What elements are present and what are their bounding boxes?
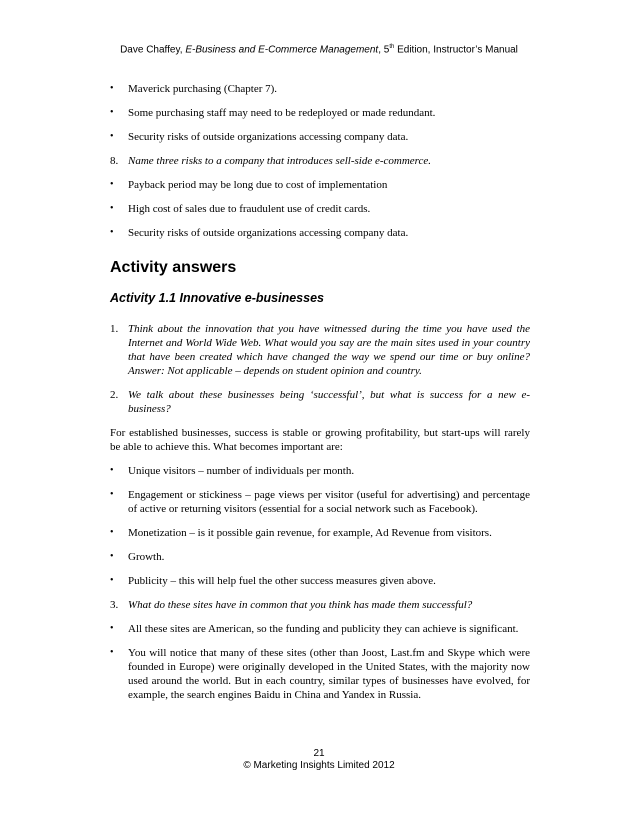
list-item: • High cost of sales due to fraudulent use of credit cards. [110,203,371,215]
list-item: • Maverick purchasing (Chapter 7). [110,83,278,95]
bullet-glyph: • [110,647,114,658]
list-item: • You will notice that many of these sites (other than Joost, Last.fm and Skype which were founded in Europe) were originally developed in the United States, with the majority now used around the world. But in each country, similar types of businesses have evolved, for example, the search engines Baidu in China and Yandex in Russia. [110,647,530,701]
header-prefix: Dave Chaffey, [120,44,186,56]
bullet-glyph: • [110,527,114,538]
page-number: 21 [313,748,325,759]
page-content [110,82,530,712]
list-item: • Unique visitors – number of individuals per month. [110,465,355,477]
header-edition-sup: th [389,44,395,50]
bullet-glyph: • [110,489,114,500]
running-header [0,44,638,55]
activity-heading: Activity 1.1 Innovative e-businesses [110,291,324,305]
list-item: • Payback period may be long due to cost of implementation [110,179,388,191]
page-footer [0,748,638,772]
bullet-glyph: • [110,465,114,476]
list-item: • Engagement or stickiness – page views per visitor (useful for advertising) and percentage of active or returning visitors (essential for a social network such as Facebook). [110,489,530,515]
question-2: 2. We talk about these businesses being ‘successful’, but what is success for a new e-business? [110,389,530,415]
copyright-notice: © Marketing Insights Limited 2012 [243,760,395,771]
bullet-glyph: • [110,107,114,118]
list-item: • Publicity – this will help fuel the other success measures given above. [110,575,436,587]
header-edition: , 5 [378,44,390,56]
list-item: • Security risks of outside organizations accessing company data. [110,131,409,143]
body-paragraph: For established businesses, success is stable or growing profitability, but start-ups will rarely be able to achieve this. What becomes important are: [110,427,530,453]
bullet-glyph: • [110,179,114,190]
bullet-glyph: • [110,551,114,562]
section-heading: Activity answers [110,259,237,276]
list-item: • Growth. [110,551,165,563]
list-item: • Monetization – is it possible gain revenue, for example, Ad Revenue from visitors. [110,527,492,539]
bullet-glyph: • [110,203,114,214]
question-8: 8. Name three risks to a company that introduces sell-side e-commerce. [110,155,432,167]
question-3: 3. What do these sites have in common that you think has made them successful? [110,599,473,611]
header-suffix: Edition, Instructor’s Manual [394,44,518,56]
bullet-glyph: • [110,575,114,586]
answer-text: Answer: Not applicable – depends on student opinion and country. [128,365,422,377]
bullet-glyph: • [110,83,114,94]
list-item: • All these sites are American, so the funding and publicity they can achieve is significant. [110,623,519,635]
header-book-title: E-Business and E-Commerce Management [185,44,379,56]
bullet-glyph: • [110,623,114,634]
bullet-glyph: • [110,227,114,238]
bullet-glyph: • [110,131,114,142]
list-item: • Some purchasing staff may need to be redeployed or made redundant. [110,107,436,119]
question-1: 1. Think about the innovation that you have witnessed during the time you have used the Internet and World Wide Web. What would you say are the main sites used in your country that have been created which have changed the way we spend our time or buy online? Answer: Not applicable – depends on student opinion and country. [110,323,530,377]
list-item: • Security risks of outside organizations accessing company data. [110,227,409,239]
